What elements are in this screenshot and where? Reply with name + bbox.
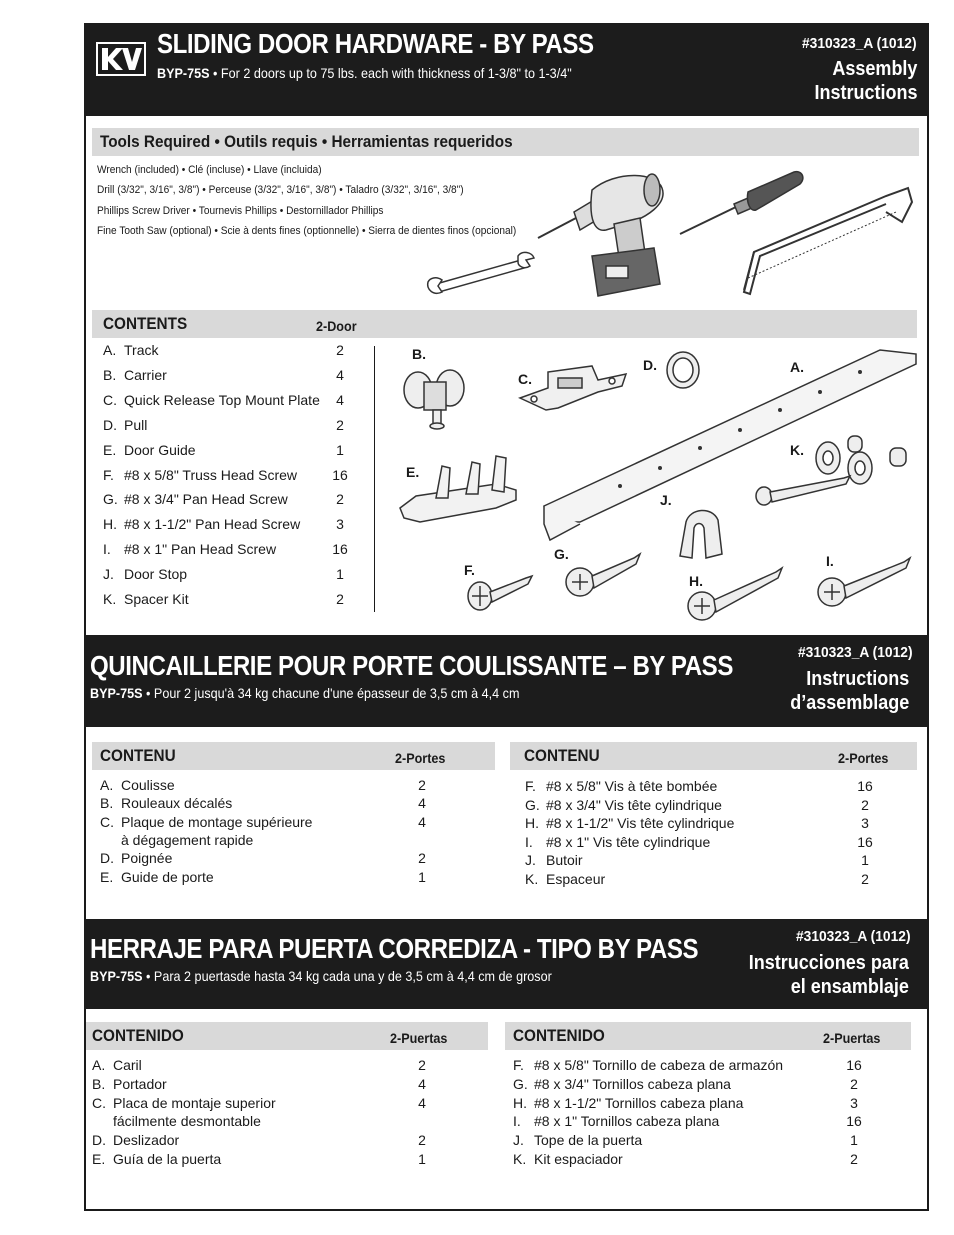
item-name: Portador	[113, 1075, 167, 1092]
contenu-left-qty-heading: 2-Portes	[395, 750, 446, 766]
table-row	[103, 467, 355, 492]
item-quantity: 2	[418, 777, 426, 793]
table-row	[513, 1132, 869, 1151]
assembly-line-1-es: Instrucciones para	[748, 952, 909, 974]
contents-divider	[374, 346, 375, 612]
table-row	[103, 566, 355, 591]
item-quantity: 4	[336, 391, 344, 408]
contents-heading: CONTENTS	[103, 314, 188, 333]
label-d: D.	[643, 357, 657, 373]
table-row	[92, 1095, 437, 1114]
contenido-left-bar	[86, 1022, 488, 1050]
item-quantity: 2	[336, 591, 344, 607]
label-e: E.	[406, 464, 420, 480]
item-quantity: 2	[336, 416, 344, 433]
assembly-line-1: Assembly	[831, 58, 917, 80]
item-letter: C.	[100, 813, 114, 830]
item-name: Caril	[113, 1057, 142, 1073]
table-row	[513, 1057, 869, 1076]
item-quantity: 3	[850, 1094, 858, 1111]
label-i: I.	[826, 553, 834, 569]
model-number-fr: BYP-75S	[90, 685, 143, 701]
contenu-right-bar	[510, 742, 917, 770]
item-quantity: 2	[850, 1075, 858, 1092]
item-quantity: 16	[332, 541, 348, 558]
item-letter: I.	[525, 833, 533, 850]
assembly-line-2: Instructions	[813, 82, 917, 104]
item-letter: B.	[100, 795, 114, 812]
table-row	[92, 1132, 437, 1151]
item-quantity: 4	[418, 1094, 426, 1111]
table-row	[92, 1113, 437, 1132]
item-quantity: 2	[418, 1057, 426, 1073]
assembly-instructions-label	[814, 57, 917, 105]
document-code-es: #310323_A (1012)	[796, 928, 911, 945]
item-quantity: 2	[861, 796, 869, 813]
table-row	[525, 834, 880, 853]
assembly-instructions-label-fr	[790, 667, 909, 715]
contenu-right-qty-heading: 2-Portes	[838, 750, 889, 766]
item-name: Placa de montaje superior	[113, 1094, 276, 1111]
model-number-es: BYP-75S	[90, 968, 143, 984]
kv-logo	[96, 42, 146, 76]
item-name: Kit espaciador	[534, 1151, 623, 1167]
page-subtitle-es	[90, 968, 552, 984]
assembly-line-2-es: el ensamblaje	[790, 976, 909, 998]
item-letter: G.	[525, 796, 540, 813]
contenido-right-heading: CONTENIDO	[513, 1026, 605, 1045]
item-name: #8 x 3/4" Tornillos cabeza plana	[534, 1075, 731, 1092]
page-subtitle-fr	[90, 685, 519, 701]
header-english	[84, 23, 929, 116]
drill-icon	[536, 160, 671, 300]
item-name: #8 x 3/4" Vis tête cylindrique	[546, 796, 722, 813]
item-letter: A.	[103, 342, 117, 358]
item-letter: K.	[513, 1151, 527, 1167]
screw-g-icon	[562, 548, 642, 600]
item-quantity: 1	[418, 868, 426, 885]
item-name: Guide de porte	[121, 868, 214, 885]
item-letter: H.	[513, 1094, 527, 1111]
item-quantity: 1	[861, 852, 869, 868]
table-row	[513, 1076, 869, 1095]
item-letter: A.	[100, 777, 114, 793]
item-name: #8 x 5/8" Vis à tête bombée	[546, 778, 718, 794]
item-letter: I.	[513, 1113, 521, 1130]
table-row	[103, 591, 355, 616]
item-quantity: 16	[857, 833, 873, 850]
contenu-right-heading: CONTENU	[524, 746, 600, 765]
wrench-icon	[426, 246, 536, 296]
item-quantity: 3	[861, 815, 869, 831]
screw-f-icon	[466, 566, 536, 614]
tools-heading: Tools Required • Outils requis • Herramientas requeridos	[100, 132, 513, 151]
subtitle-text-fr: • Pour 2 jusqu'à 34 kg chacune d'une épasseur de 3,5 cm à 4,4 cm	[142, 685, 520, 701]
item-quantity: 4	[418, 1075, 426, 1092]
item-quantity: 1	[336, 566, 344, 583]
item-name: Espaceur	[546, 870, 606, 887]
table-row	[525, 871, 880, 890]
item-quantity: 1	[850, 1132, 858, 1149]
label-a: A.	[790, 359, 804, 375]
item-letter: C.	[92, 1094, 106, 1111]
header-french	[84, 635, 929, 727]
screw-i-icon	[814, 554, 914, 610]
item-letter: J.	[103, 566, 114, 583]
tool-item: Wrench (included) • Clé (incluse) • Llave (incluida)	[97, 164, 322, 176]
item-quantity: 16	[857, 778, 873, 794]
item-quantity: 3	[336, 516, 344, 533]
item-quantity: 2	[418, 1132, 426, 1149]
document-code: #310323_A (1012)	[802, 35, 917, 52]
table-row	[513, 1113, 869, 1132]
page-subtitle	[157, 65, 572, 81]
item-quantity: 4	[418, 813, 426, 830]
tool-item: Fine Tooth Saw (optional) • Scie à dents fines (optionnelle) • Sierra de dientes finos (opcional)	[97, 225, 517, 237]
page-title-es: HERRAJE PARA PUERTA CORREDIZA - TIPO BY PASS	[90, 933, 699, 964]
table-row	[100, 777, 437, 795]
table-row	[103, 367, 355, 392]
item-letter: J.	[513, 1132, 524, 1149]
contenido-right-qty-heading: 2-Puertas	[823, 1030, 881, 1046]
item-name: Rouleaux décalés	[121, 795, 233, 812]
table-row	[103, 491, 355, 516]
assembly-line-2-fr: d’assemblage	[789, 692, 909, 714]
item-quantity: 2	[336, 342, 344, 358]
tools-heading-bar	[92, 128, 919, 156]
table-row	[92, 1057, 437, 1076]
item-name: Tope de la puerta	[534, 1132, 643, 1149]
label-b: B.	[412, 346, 426, 362]
item-name: #8 x 5/8" Tornillo de cabeza de armazón	[534, 1057, 784, 1073]
item-quantity: 2	[336, 491, 344, 508]
item-quantity: 4	[336, 366, 344, 383]
item-letter: H.	[103, 516, 117, 533]
item-letter: D.	[92, 1132, 106, 1149]
item-name: #8 x 1-1/2" Vis tête cylindrique	[546, 815, 735, 831]
subtitle-text: • For 2 doors up to 75 lbs. each with thickness of 1-3/8" to 1-3/4"	[209, 65, 572, 81]
item-letter: H.	[525, 815, 539, 831]
item-quantity: 1	[418, 1151, 426, 1167]
table-row	[513, 1095, 869, 1114]
table-row	[513, 1151, 869, 1170]
contenu-left-heading: CONTENU	[100, 746, 176, 765]
item-name: à dégagement rapide	[121, 831, 254, 848]
header-spanish	[84, 919, 929, 1009]
table-row	[92, 1151, 437, 1170]
item-letter: G.	[513, 1075, 528, 1092]
screw-h-icon	[684, 562, 784, 624]
item-quantity: 16	[332, 466, 348, 483]
item-name: Plaque de montage supérieure	[121, 813, 313, 830]
table-row	[103, 516, 355, 541]
tool-item: Drill (3/32", 3/16", 3/8") • Perceuse (3/32", 3/16", 3/8") • Taladro (3/32", 3/16", 3/8")	[97, 184, 464, 196]
item-letter: F.	[513, 1057, 524, 1073]
item-name: Butoir	[546, 852, 583, 868]
table-row	[103, 392, 355, 417]
label-c: C.	[518, 371, 532, 387]
door-guide-icon	[396, 448, 526, 528]
item-quantity: 16	[846, 1113, 862, 1130]
label-k: K.	[790, 442, 804, 458]
contenu-left-bar	[92, 742, 495, 770]
item-name: #8 x 1" Vis tête cylindrique	[546, 833, 711, 850]
item-letter: K.	[103, 591, 117, 607]
item-letter: D.	[100, 850, 114, 867]
table-row	[525, 797, 880, 816]
item-letter: B.	[103, 366, 117, 383]
item-letter: E.	[92, 1151, 106, 1167]
contents-qty-heading: 2-Door	[316, 318, 357, 334]
item-letter: G.	[103, 491, 118, 508]
item-letter: C.	[103, 391, 117, 408]
item-letter: B.	[92, 1075, 106, 1092]
table-row	[100, 869, 437, 887]
item-quantity: 4	[418, 795, 426, 812]
item-letter: F.	[525, 778, 536, 794]
item-name: #8 x 1" Tornillos cabeza plana	[534, 1113, 720, 1130]
table-row	[92, 1076, 437, 1095]
table-row	[100, 795, 437, 813]
label-j: J.	[660, 492, 672, 508]
item-name: Door Stop	[124, 566, 188, 583]
item-quantity: 2	[850, 1151, 858, 1167]
item-name: Deslizador	[113, 1132, 180, 1149]
screw-k-icon	[754, 476, 854, 508]
item-letter: E.	[103, 441, 117, 458]
label-g: G.	[554, 546, 569, 562]
model-number: BYP-75S	[157, 65, 210, 81]
item-name: Spacer Kit	[124, 591, 189, 607]
contenido-left-heading: CONTENIDO	[92, 1026, 184, 1045]
item-letter: I.	[103, 541, 111, 558]
carrier-icon	[400, 362, 470, 432]
item-name: Coulisse	[121, 777, 175, 793]
item-letter: J.	[525, 852, 536, 868]
item-quantity: 1	[336, 441, 344, 458]
table-row	[100, 814, 437, 832]
table-row	[103, 342, 355, 367]
item-quantity: 2	[861, 870, 869, 887]
item-name: Track	[124, 342, 159, 358]
item-letter: A.	[92, 1057, 106, 1073]
item-letter: F.	[103, 466, 114, 483]
label-h: H.	[689, 573, 703, 589]
item-name: Poignée	[121, 850, 173, 867]
item-letter: K.	[525, 870, 539, 887]
assembly-line-1-fr: Instructions	[805, 668, 909, 690]
table-row	[103, 417, 355, 442]
item-name: #8 x 1-1/2" Tornillos cabeza plana	[534, 1094, 744, 1111]
item-name: Door Guide	[124, 441, 196, 458]
item-letter: E.	[100, 868, 114, 885]
item-name: #8 x 3/4" Pan Head Screw	[124, 491, 288, 508]
table-row	[525, 815, 880, 834]
item-name: Quick Release Top Mount Plate	[124, 391, 320, 408]
table-row	[103, 442, 355, 467]
item-name: Pull	[124, 416, 148, 433]
item-letter: D.	[103, 416, 117, 433]
item-name: Carrier	[124, 366, 167, 383]
item-quantity: 16	[846, 1057, 862, 1073]
document-code-fr: #310323_A (1012)	[798, 644, 913, 661]
contenido-right-bar	[505, 1022, 911, 1050]
table-row	[525, 852, 880, 871]
contents-heading-bar	[92, 310, 917, 338]
item-name: #8 x 1-1/2" Pan Head Screw	[124, 516, 301, 533]
tool-item: Phillips Screw Driver • Tournevis Phillips • Destornillador Phillips	[97, 205, 384, 217]
saw-icon	[736, 182, 918, 300]
item-name: Guía de la puerta	[113, 1151, 222, 1167]
item-name: #8 x 1" Pan Head Screw	[124, 541, 277, 558]
table-row	[103, 541, 355, 566]
subtitle-text-es: • Para 2 puertasde hasta 34 kg cada una y de 3,5 cm à 4,4 cm de grosor	[142, 968, 552, 984]
contenido-left-qty-heading: 2-Puertas	[390, 1030, 448, 1046]
page-title-fr: QUINCAILLERIE POUR PORTE COULISSANTE – BY PASS	[90, 650, 733, 681]
door-stop-icon	[672, 504, 726, 562]
label-f: F.	[464, 562, 475, 578]
table-row	[100, 832, 437, 850]
item-name: fácilmente desmontable	[113, 1113, 261, 1130]
page-title: SLIDING DOOR HARDWARE - BY PASS	[157, 28, 594, 59]
item-name: #8 x 5/8" Truss Head Screw	[124, 466, 298, 483]
assembly-instructions-label-es	[749, 951, 909, 999]
item-quantity: 2	[418, 850, 426, 867]
table-row	[525, 778, 880, 797]
table-row	[100, 850, 437, 868]
